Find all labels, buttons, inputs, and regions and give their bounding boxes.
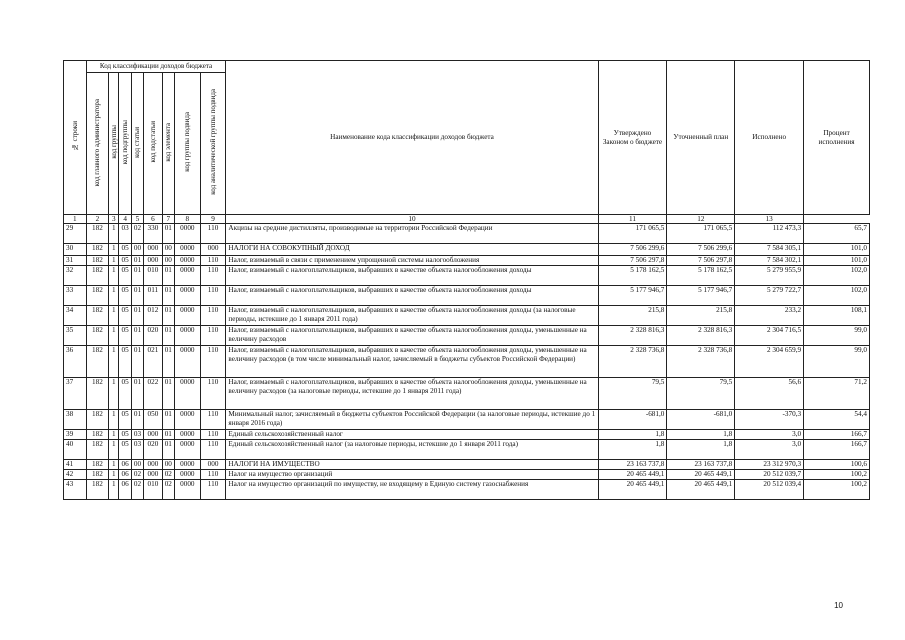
element-code-cell: 01 xyxy=(162,286,174,306)
row-number-cell: 33 xyxy=(64,286,87,306)
element-code-cell: 01 xyxy=(162,224,174,244)
executed-cell: -370,3 xyxy=(735,410,804,430)
subgroup-code-cell: 05 xyxy=(119,440,131,460)
row-number-cell: 36 xyxy=(64,346,87,378)
analytic-group-code-cell: 110 xyxy=(200,266,226,286)
element-code-cell: 01 xyxy=(162,440,174,460)
refined-plan-cell: 5 178 162,5 xyxy=(667,266,735,286)
analytic-group-code-cell: 000 xyxy=(200,244,226,256)
subgroup-code-cell: 05 xyxy=(119,244,131,256)
subarticle-code-cell: 000 xyxy=(144,460,163,470)
income-name-cell: Налог, взимаемый с налогоплательщиков, выбравших в качестве объекта налогообложения доходы xyxy=(226,266,598,286)
header-name: Наименование кода классификации доходов бюджета xyxy=(226,61,598,215)
refined-plan-cell: 7 506 299,6 xyxy=(667,244,735,256)
refined-plan-cell: 20 465 449,1 xyxy=(667,480,735,500)
executed-cell: 5 279 955,9 xyxy=(735,266,804,286)
table-row xyxy=(64,480,870,500)
article-code-cell: 01 xyxy=(131,378,143,410)
executed-cell: 3,0 xyxy=(735,440,804,460)
column-number: 1 xyxy=(64,215,87,224)
executed-cell: 7 584 305,1 xyxy=(735,244,804,256)
admin-code-cell: 182 xyxy=(86,346,109,378)
row-number-cell: 40 xyxy=(64,440,87,460)
group-code-cell: 1 xyxy=(109,410,119,430)
income-name-cell: Налог, взимаемый в связи с применением упрощенной системы налогообложения xyxy=(226,256,598,266)
analytic-group-code-cell: 110 xyxy=(200,224,226,244)
article-code-cell: 00 xyxy=(131,244,143,256)
approved-cell: 20 465 449,1 xyxy=(598,470,667,480)
article-code-cell: 03 xyxy=(131,430,143,440)
budget-income-table xyxy=(63,60,870,500)
admin-code-cell: 182 xyxy=(86,378,109,410)
group-code-cell: 1 xyxy=(109,306,119,326)
analytic-group-code-cell: 110 xyxy=(200,470,226,480)
analytic-group-code-cell: 110 xyxy=(200,326,226,346)
executed-cell: 3,0 xyxy=(735,430,804,440)
subgroup-code-cell: 05 xyxy=(119,346,131,378)
income-name-cell: НАЛОГИ НА ИМУЩЕСТВО xyxy=(226,460,598,470)
approved-cell: 5 177 946,7 xyxy=(598,286,667,306)
refined-plan-cell: 215,8 xyxy=(667,306,735,326)
admin-code-cell: 182 xyxy=(86,470,109,480)
subgroup-code-cell: 05 xyxy=(119,410,131,430)
subtype-group-code-cell: 0000 xyxy=(174,440,200,460)
element-code-cell: 01 xyxy=(162,266,174,286)
percent-cell: 99,0 xyxy=(804,326,870,346)
refined-plan-cell: 7 506 297,8 xyxy=(667,256,735,266)
subgroup-code-cell: 06 xyxy=(119,460,131,470)
header-code-subtype-group: код группы подвида xyxy=(174,73,200,215)
income-name-cell: Налог, взимаемый с налогоплательщиков, выбравших в качестве объекта налогообложения доходы, уменьшенные на величину расходов xyxy=(226,326,598,346)
subtype-group-code-cell: 0000 xyxy=(174,306,200,326)
percent-cell: 100,2 xyxy=(804,470,870,480)
income-name-cell: Налог на имущество организаций xyxy=(226,470,598,480)
executed-cell: 233,2 xyxy=(735,306,804,326)
table-row xyxy=(64,306,870,326)
header-code-analytic-group: код аналитической группы подвида xyxy=(200,73,226,215)
refined-plan-cell: 1,8 xyxy=(667,440,735,460)
element-code-cell: 00 xyxy=(162,244,174,256)
admin-code-cell: 182 xyxy=(86,410,109,430)
analytic-group-code-cell: 110 xyxy=(200,286,226,306)
header-approved: Утверждено Законом о бюджете xyxy=(598,61,667,215)
income-name-cell: Налог, взимаемый с налогоплательщиков, выбравших в качестве объекта налогообложения доходы xyxy=(226,286,598,306)
element-code-cell: 02 xyxy=(162,480,174,500)
column-number: 8 xyxy=(174,215,200,224)
subarticle-code-cell: 010 xyxy=(144,480,163,500)
subtype-group-code-cell: 0000 xyxy=(174,430,200,440)
header-percent: Процент исполнения xyxy=(804,61,870,215)
column-number: 7 xyxy=(162,215,174,224)
subarticle-code-cell: 050 xyxy=(144,410,163,430)
subtype-group-code-cell: 0000 xyxy=(174,244,200,256)
approved-cell: 1,8 xyxy=(598,440,667,460)
subarticle-code-cell: 022 xyxy=(144,378,163,410)
refined-plan-cell: 2 328 816,3 xyxy=(667,326,735,346)
column-number: 3 xyxy=(109,215,119,224)
article-code-cell: 02 xyxy=(131,470,143,480)
subarticle-code-cell: 020 xyxy=(144,326,163,346)
row-number-cell: 32 xyxy=(64,266,87,286)
executed-cell: 5 279 722,7 xyxy=(735,286,804,306)
column-number: 10 xyxy=(226,215,598,224)
approved-cell: 171 065,5 xyxy=(598,224,667,244)
subarticle-code-cell: 000 xyxy=(144,256,163,266)
column-number: 12 xyxy=(667,215,735,224)
percent-cell: 65,7 xyxy=(804,224,870,244)
approved-cell: 2 328 816,3 xyxy=(598,326,667,346)
approved-cell: 2 328 736,8 xyxy=(598,346,667,378)
admin-code-cell: 182 xyxy=(86,480,109,500)
admin-code-cell: 182 xyxy=(86,440,109,460)
article-code-cell: 01 xyxy=(131,410,143,430)
group-code-cell: 1 xyxy=(109,286,119,306)
element-code-cell: 00 xyxy=(162,256,174,266)
column-number: 13 xyxy=(735,215,804,224)
subtype-group-code-cell: 0000 xyxy=(174,470,200,480)
subtype-group-code-cell: 0000 xyxy=(174,286,200,306)
row-number-cell: 31 xyxy=(64,256,87,266)
approved-cell: -681,0 xyxy=(598,410,667,430)
subtype-group-code-cell: 0000 xyxy=(174,256,200,266)
page-number: 10 xyxy=(834,601,843,610)
column-number: 9 xyxy=(200,215,226,224)
column-number: 5 xyxy=(131,215,143,224)
analytic-group-code-cell: 110 xyxy=(200,256,226,266)
admin-code-cell: 182 xyxy=(86,460,109,470)
table-row xyxy=(64,326,870,346)
subarticle-code-cell: 012 xyxy=(144,306,163,326)
approved-cell: 7 506 297,8 xyxy=(598,256,667,266)
percent-cell: 166,7 xyxy=(804,440,870,460)
income-name-cell: Единый сельскохозяйственный налог (за налоговые периоды, истекшие до 1 января 2011 года) xyxy=(226,440,598,460)
income-name-cell: Налог на имущество организаций по имуществу, не входящему в Единую систему газоснабжения xyxy=(226,480,598,500)
header-executed: Исполнено xyxy=(735,61,804,215)
analytic-group-code-cell: 110 xyxy=(200,410,226,430)
executed-cell: 2 304 716,5 xyxy=(735,326,804,346)
refined-plan-cell: 2 328 736,8 xyxy=(667,346,735,378)
percent-cell: 102,0 xyxy=(804,286,870,306)
subtype-group-code-cell: 0000 xyxy=(174,326,200,346)
table-row xyxy=(64,470,870,480)
income-name-cell: Налог, взимаемый с налогоплательщиков, выбравших в качестве объекта налогообложения доходы, уменьшенные на величину расходов (за налоговые периоды, истекшие до 1 января 2011 года) xyxy=(226,378,598,410)
percent-cell: 101,0 xyxy=(804,244,870,256)
subarticle-code-cell: 330 xyxy=(144,224,163,244)
approved-cell: 23 163 737,8 xyxy=(598,460,667,470)
column-number-row xyxy=(64,215,870,224)
group-code-cell: 1 xyxy=(109,430,119,440)
subarticle-code-cell: 000 xyxy=(144,470,163,480)
row-number-cell: 30 xyxy=(64,244,87,256)
analytic-group-code-cell: 110 xyxy=(200,378,226,410)
subgroup-code-cell: 05 xyxy=(119,378,131,410)
subgroup-code-cell: 06 xyxy=(119,480,131,500)
income-name-cell: Минимальный налог, зачисляемый в бюджеты субъектов Российской Федерации (за налоговые периоды, истекшие до 1 января 2016 года) xyxy=(226,410,598,430)
executed-cell: 23 312 970,3 xyxy=(735,460,804,470)
subtype-group-code-cell: 0000 xyxy=(174,410,200,430)
element-code-cell: 01 xyxy=(162,410,174,430)
subgroup-code-cell: 05 xyxy=(119,286,131,306)
row-number-cell: 39 xyxy=(64,430,87,440)
approved-cell: 20 465 449,1 xyxy=(598,480,667,500)
article-code-cell: 02 xyxy=(131,480,143,500)
analytic-group-code-cell: 000 xyxy=(200,460,226,470)
subtype-group-code-cell: 0000 xyxy=(174,224,200,244)
analytic-group-code-cell: 110 xyxy=(200,430,226,440)
approved-cell: 7 506 299,6 xyxy=(598,244,667,256)
admin-code-cell: 182 xyxy=(86,256,109,266)
element-code-cell: 01 xyxy=(162,326,174,346)
approved-cell: 79,5 xyxy=(598,378,667,410)
header-code-group: Код классификации доходов бюджета xyxy=(86,61,226,73)
article-code-cell: 03 xyxy=(131,440,143,460)
percent-cell: 100,2 xyxy=(804,480,870,500)
executed-cell: 56,6 xyxy=(735,378,804,410)
element-code-cell: 01 xyxy=(162,378,174,410)
row-number-cell: 35 xyxy=(64,326,87,346)
income-name-cell: Налог, взимаемый с налогоплательщиков, выбравших в качестве объекта налогообложения доходы, уменьшенные на величину расходов (в том числе минимальный налог, зачисляемый в бюджеты субъектов Российской Федерации) xyxy=(226,346,598,378)
executed-cell: 112 473,3 xyxy=(735,224,804,244)
percent-cell: 54,4 xyxy=(804,410,870,430)
element-code-cell: 01 xyxy=(162,346,174,378)
subarticle-code-cell: 020 xyxy=(144,440,163,460)
group-code-cell: 1 xyxy=(109,256,119,266)
group-code-cell: 1 xyxy=(109,224,119,244)
refined-plan-cell: 23 163 737,8 xyxy=(667,460,735,470)
percent-cell: 102,0 xyxy=(804,266,870,286)
percent-cell: 71,2 xyxy=(804,378,870,410)
table-row xyxy=(64,286,870,306)
subarticle-code-cell: 000 xyxy=(144,244,163,256)
header-code-group-col: код группы xyxy=(109,73,119,215)
header-code-element: код элемента xyxy=(162,73,174,215)
refined-plan-cell: 5 177 946,7 xyxy=(667,286,735,306)
row-number-cell: 37 xyxy=(64,378,87,410)
refined-plan-cell: 79,5 xyxy=(667,378,735,410)
subgroup-code-cell: 06 xyxy=(119,470,131,480)
subgroup-code-cell: 05 xyxy=(119,256,131,266)
column-number: 6 xyxy=(144,215,163,224)
subtype-group-code-cell: 0000 xyxy=(174,346,200,378)
income-name-cell: Налог, взимаемый с налогоплательщиков, выбравших в качестве объекта налогообложения доходы (за налоговые периоды, истекшие до 1 января 2011 года) xyxy=(226,306,598,326)
article-code-cell: 01 xyxy=(131,346,143,378)
subgroup-code-cell: 05 xyxy=(119,306,131,326)
income-name-cell: Акцизы на средние дистилляты, производимые на территории Российской Федерации xyxy=(226,224,598,244)
group-code-cell: 1 xyxy=(109,346,119,378)
refined-plan-cell: -681,0 xyxy=(667,410,735,430)
analytic-group-code-cell: 110 xyxy=(200,346,226,378)
element-code-cell: 01 xyxy=(162,430,174,440)
subgroup-code-cell: 05 xyxy=(119,266,131,286)
column-number: 4 xyxy=(119,215,131,224)
table-row xyxy=(64,224,870,244)
executed-cell: 20 512 039,4 xyxy=(735,480,804,500)
element-code-cell: 00 xyxy=(162,460,174,470)
group-code-cell: 1 xyxy=(109,470,119,480)
row-number-cell: 43 xyxy=(64,480,87,500)
group-code-cell: 1 xyxy=(109,244,119,256)
article-code-cell: 01 xyxy=(131,266,143,286)
executed-cell: 20 512 039,7 xyxy=(735,470,804,480)
admin-code-cell: 182 xyxy=(86,430,109,440)
column-number: 2 xyxy=(86,215,109,224)
column-number: 11 xyxy=(598,215,667,224)
group-code-cell: 1 xyxy=(109,440,119,460)
percent-cell: 108,1 xyxy=(804,306,870,326)
analytic-group-code-cell: 110 xyxy=(200,306,226,326)
subarticle-code-cell: 021 xyxy=(144,346,163,378)
executed-cell: 7 584 302,1 xyxy=(735,256,804,266)
group-code-cell: 1 xyxy=(109,460,119,470)
admin-code-cell: 182 xyxy=(86,266,109,286)
row-number-cell: 42 xyxy=(64,470,87,480)
header-code-subarticle: код подстатьи xyxy=(144,73,163,215)
table-row xyxy=(64,346,870,378)
subgroup-code-cell: 05 xyxy=(119,430,131,440)
subtype-group-code-cell: 0000 xyxy=(174,460,200,470)
subgroup-code-cell: 05 xyxy=(119,326,131,346)
element-code-cell: 01 xyxy=(162,306,174,326)
admin-code-cell: 182 xyxy=(86,244,109,256)
article-code-cell: 01 xyxy=(131,326,143,346)
admin-code-cell: 182 xyxy=(86,326,109,346)
table-row xyxy=(64,460,870,470)
article-code-cell: 00 xyxy=(131,460,143,470)
subtype-group-code-cell: 0000 xyxy=(174,480,200,500)
row-number-cell: 29 xyxy=(64,224,87,244)
article-code-cell: 01 xyxy=(131,286,143,306)
percent-cell: 99,0 xyxy=(804,346,870,378)
header-code-subgroup: код подгруппы xyxy=(119,73,131,215)
row-number-cell: 38 xyxy=(64,410,87,430)
group-code-cell: 1 xyxy=(109,266,119,286)
percent-cell: 101,0 xyxy=(804,256,870,266)
table-row xyxy=(64,430,870,440)
row-number-cell: 34 xyxy=(64,306,87,326)
header-row-group xyxy=(64,61,870,73)
table-row xyxy=(64,378,870,410)
table-row xyxy=(64,266,870,286)
percent-cell: 100,6 xyxy=(804,460,870,470)
subtype-group-code-cell: 0000 xyxy=(174,378,200,410)
percent-cell: 166,7 xyxy=(804,430,870,440)
header-code-admin: код главного администратора xyxy=(86,73,109,215)
header-code-article: код статьи xyxy=(131,73,143,215)
subtype-group-code-cell: 0000 xyxy=(174,266,200,286)
admin-code-cell: 182 xyxy=(86,306,109,326)
subarticle-code-cell: 011 xyxy=(144,286,163,306)
approved-cell: 5 178 162,5 xyxy=(598,266,667,286)
approved-cell: 1,8 xyxy=(598,430,667,440)
refined-plan-cell: 20 465 449,1 xyxy=(667,470,735,480)
row-number-cell: 41 xyxy=(64,460,87,470)
admin-code-cell: 182 xyxy=(86,286,109,306)
income-name-cell: Единый сельскохозяйственный налог xyxy=(226,430,598,440)
refined-plan-cell: 1,8 xyxy=(667,430,735,440)
subarticle-code-cell: 000 xyxy=(144,430,163,440)
header-row-number: № строки xyxy=(64,61,87,215)
subgroup-code-cell: 03 xyxy=(119,224,131,244)
element-code-cell: 02 xyxy=(162,470,174,480)
income-name-cell: НАЛОГИ НА СОВОКУПНЫЙ ДОХОД xyxy=(226,244,598,256)
analytic-group-code-cell: 110 xyxy=(200,440,226,460)
header-refined-plan: Уточненный план xyxy=(667,61,735,215)
executed-cell: 2 304 659,9 xyxy=(735,346,804,378)
article-code-cell: 01 xyxy=(131,306,143,326)
group-code-cell: 1 xyxy=(109,378,119,410)
refined-plan-cell: 171 065,5 xyxy=(667,224,735,244)
subarticle-code-cell: 010 xyxy=(144,266,163,286)
table-row xyxy=(64,410,870,430)
table-row xyxy=(64,256,870,266)
table-row xyxy=(64,244,870,256)
article-code-cell: 01 xyxy=(131,256,143,266)
table-row xyxy=(64,440,870,460)
approved-cell: 215,8 xyxy=(598,306,667,326)
admin-code-cell: 182 xyxy=(86,224,109,244)
analytic-group-code-cell: 110 xyxy=(200,480,226,500)
article-code-cell: 02 xyxy=(131,224,143,244)
group-code-cell: 1 xyxy=(109,480,119,500)
group-code-cell: 1 xyxy=(109,326,119,346)
